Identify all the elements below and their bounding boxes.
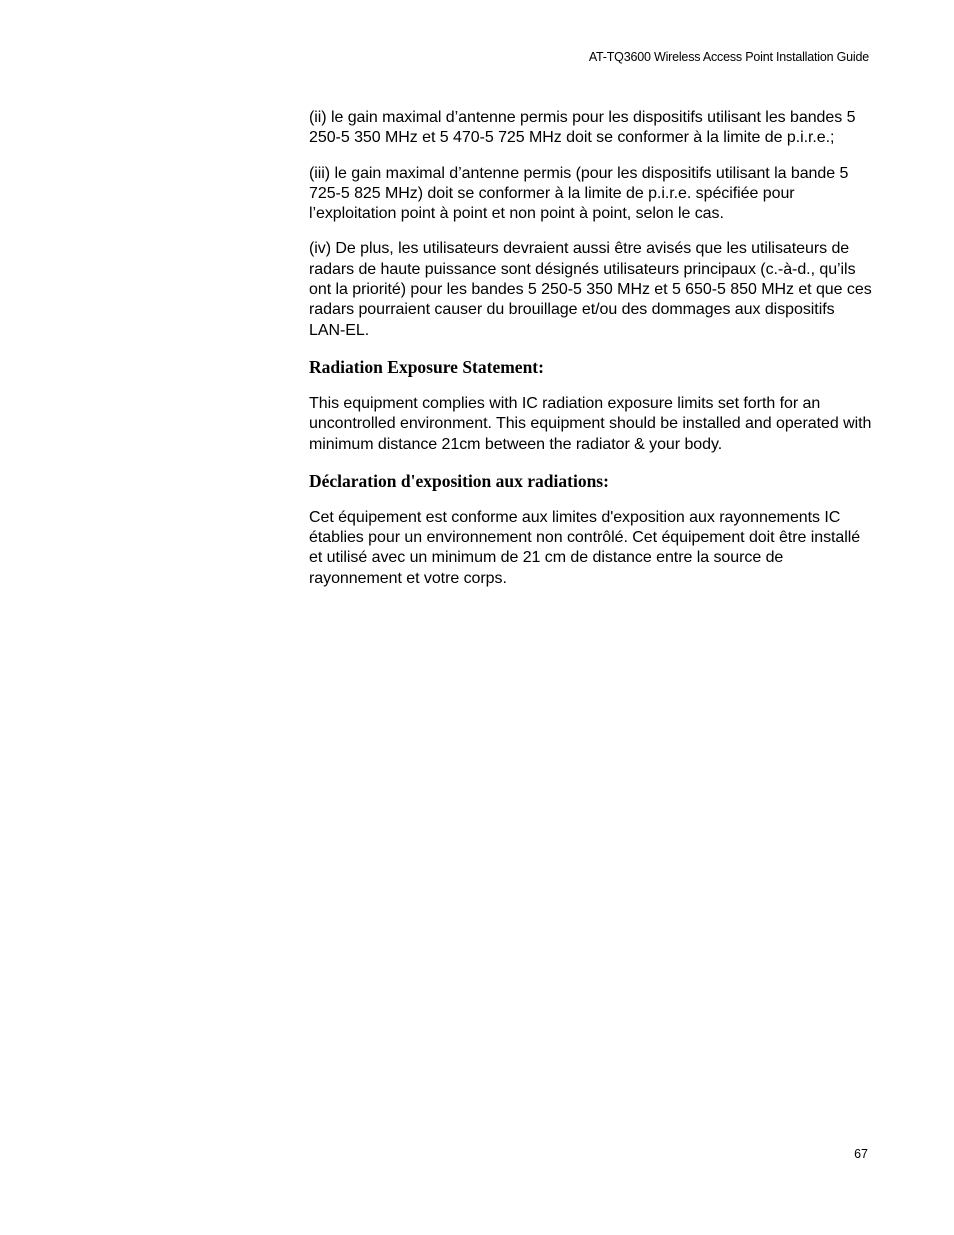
page-content	[309, 108, 874, 604]
paragraph-radar-iv: (iv) De plus, les utilisateurs devraient aussi être avisés que les utilisateurs de radars de haute puissance sont désignés utilisateurs principaux (c.-à-d., qu’ils ont la priorité) pour les bandes 5 250-5 350 MHz et 5 650-5 850 MHz et que ces radars pourraient causer du brouillage et/ou des dommages aux dispositifs LAN-EL.	[309, 240, 872, 339]
declaration-exposition-text: Cet équipement est conforme aux limites d'exposition aux rayonnements IC établies pour un environnement non contrôlé. Cet équipement doit être installé et utilisé avec un minimum de 21 cm de distance entre la source de rayonnement et votre corps.	[309, 508, 861, 587]
page-number: 67	[854, 1147, 868, 1161]
paragraph-gain-iii: (iii) le gain maximal d’antenne permis (pour les dispositifs utilisant la bande 5 725-5 825 MHz) doit se conformer à la limite de p.i.r.e. spécifiée pour l’exploitation point à point et non point à point, selon le cas.	[309, 164, 849, 223]
paragraph-gain-ii: (ii) le gain maximal d’antenne permis pour les dispositifs utilisant les bandes 5 250-5 350 MHz et 5 470-5 725 MHz doit se conformer à la limite de p.i.r.e.;	[309, 109, 856, 147]
radiation-exposure-heading: Radiation Exposure Statement:	[309, 356, 544, 377]
declaration-exposition-heading: Déclaration d'exposition aux radiations:	[309, 470, 609, 491]
radiation-exposure-text: This equipment complies with IC radiation exposure limits set forth for an uncontrolled environment. This equipment should be installed and operated with minimum distance 21cm between the radiator & your body.	[309, 394, 872, 453]
running-header: AT-TQ3600 Wireless Access Point Installation Guide	[588, 50, 869, 64]
